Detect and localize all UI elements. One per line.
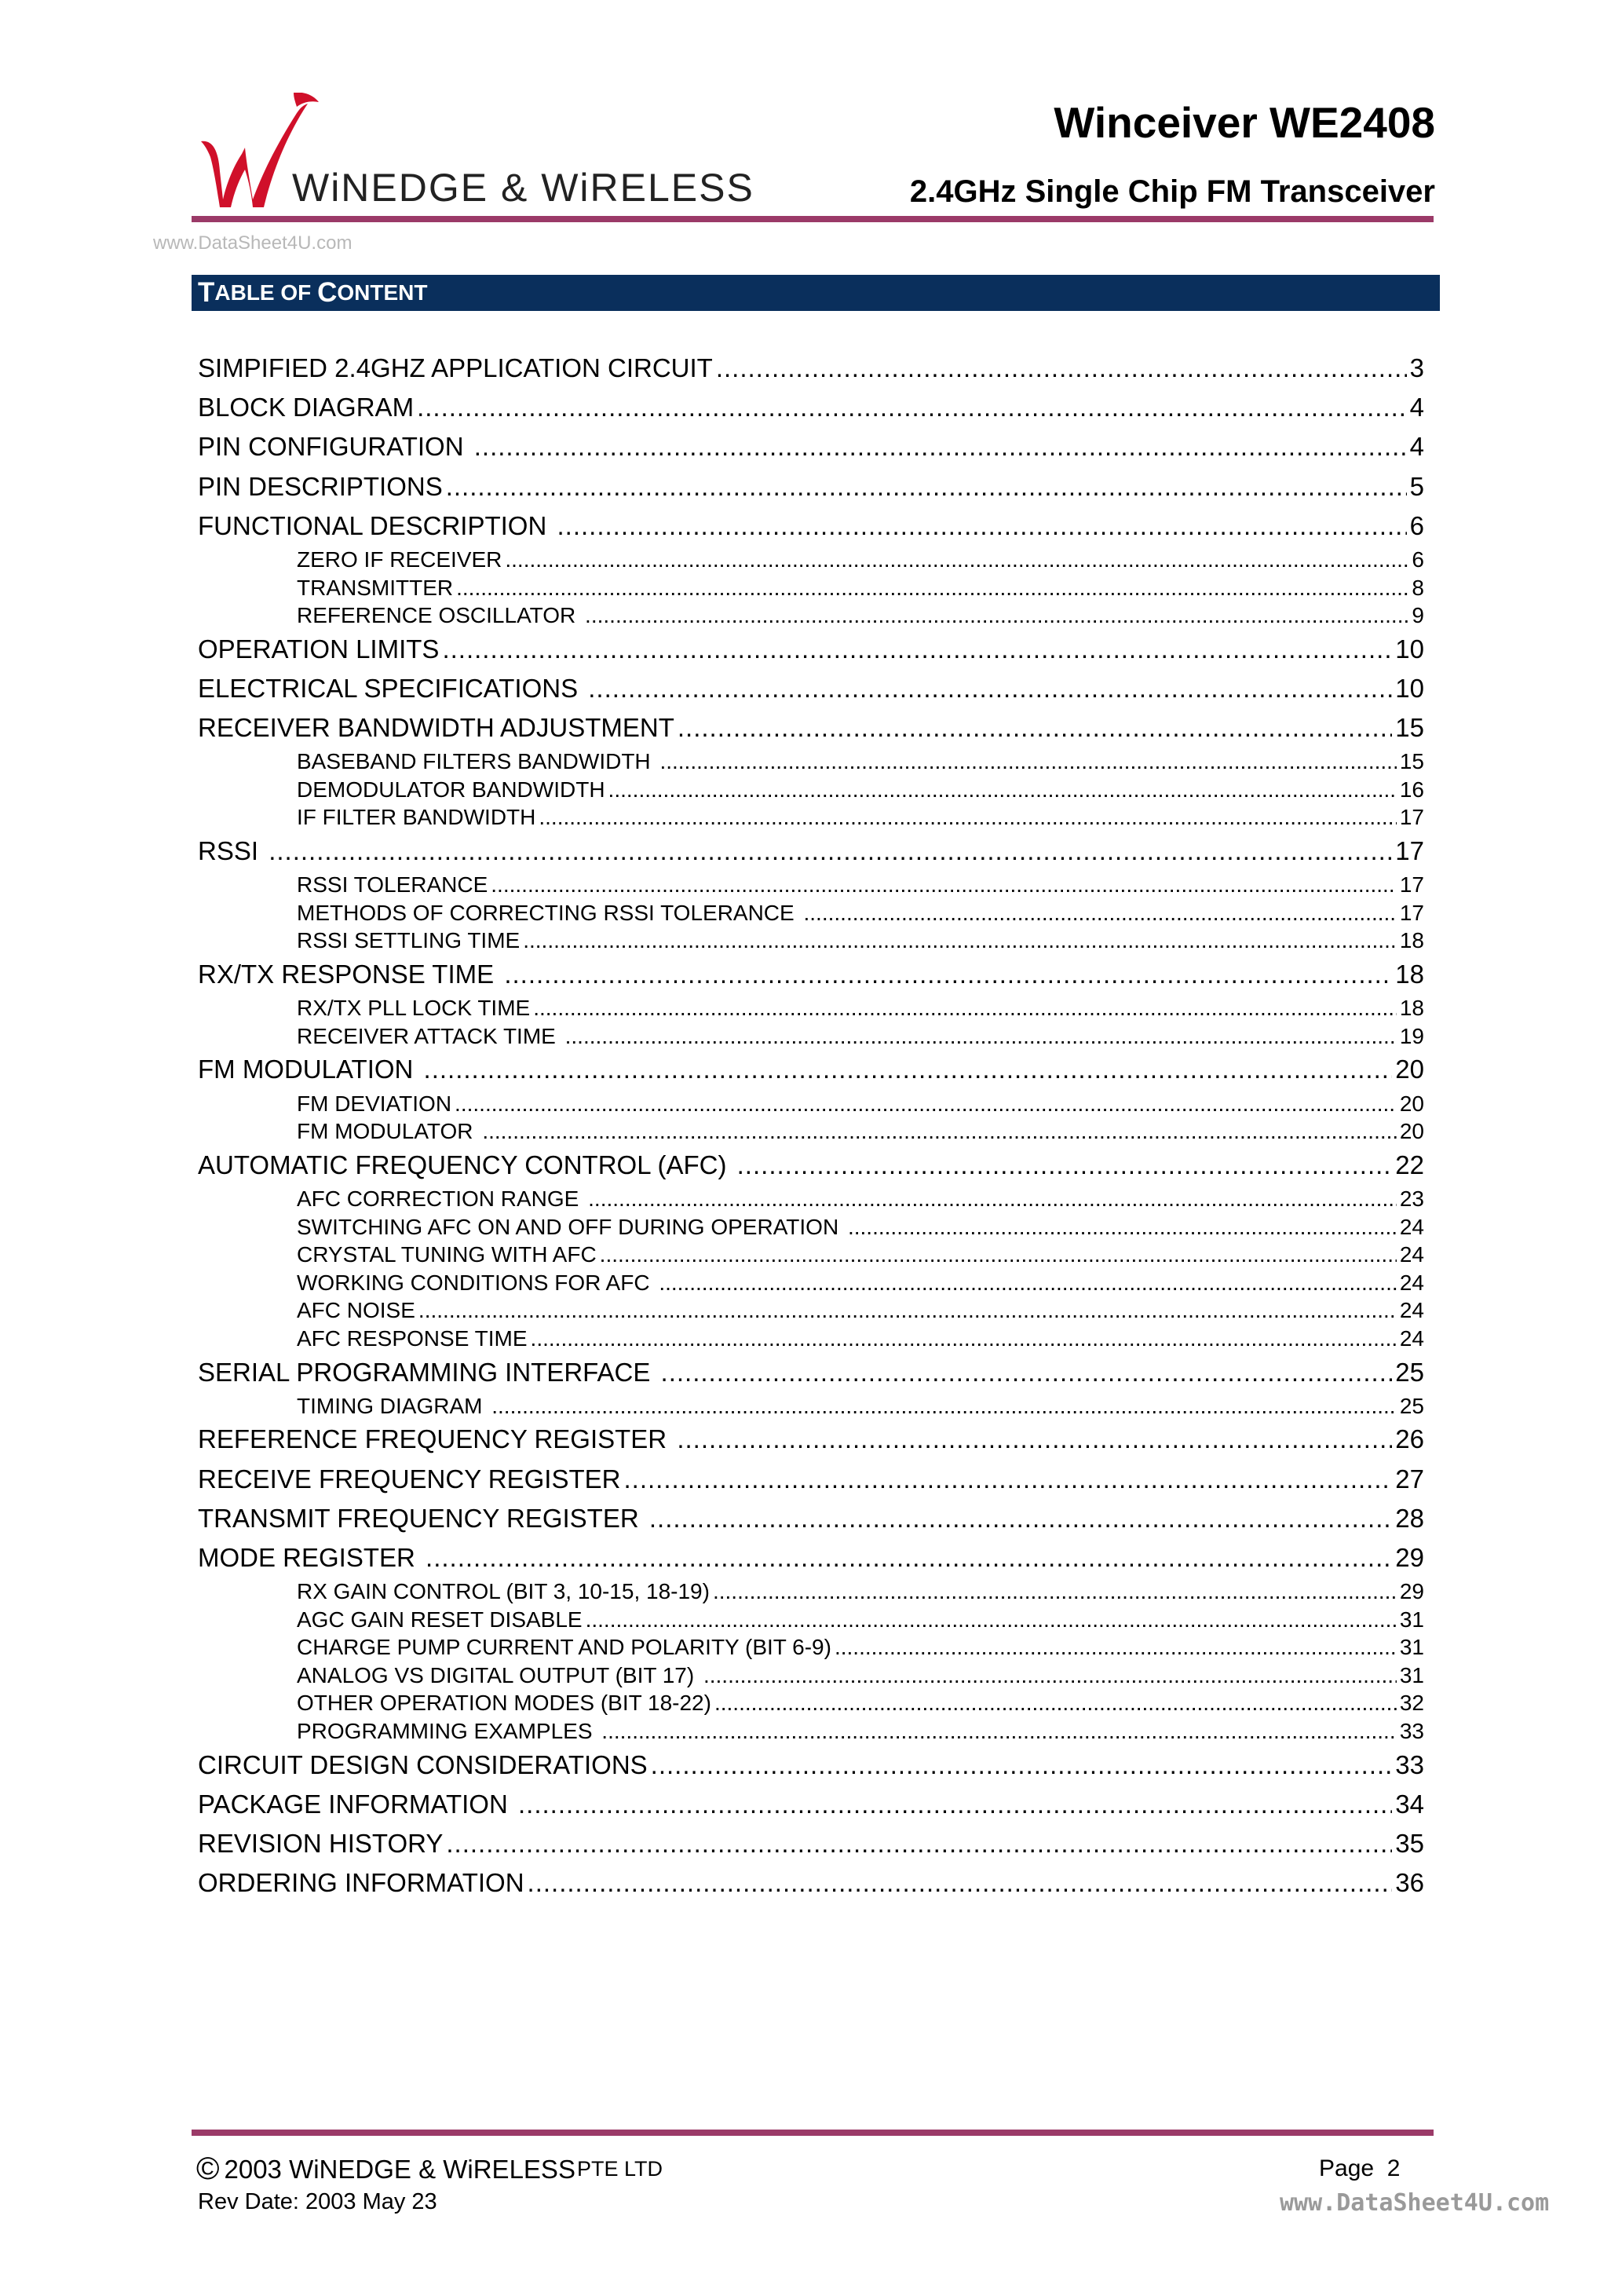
toc-entry-label: RX/TX RESPONSE TIME bbox=[198, 960, 502, 989]
toc-entry-page: 5 bbox=[1409, 471, 1424, 501]
toc-entry-page: 24 bbox=[1399, 1270, 1424, 1295]
toc-leader-dots bbox=[418, 1296, 1397, 1325]
toc-entry-label: AFC RESPONSE TIME bbox=[297, 1325, 528, 1351]
toc-entry-label: CIRCUIT DESIGN CONSIDERATIONS bbox=[198, 1749, 648, 1779]
toc-entry[interactable] bbox=[198, 349, 1424, 388]
toc-entry[interactable] bbox=[198, 427, 1424, 466]
toc-leader-dots bbox=[482, 1117, 1397, 1146]
toc-entry[interactable] bbox=[198, 1050, 1424, 1089]
footer-company: 2003 WiNEDGE & WiRELESS bbox=[224, 2154, 575, 2184]
toc-entry-page: 24 bbox=[1399, 1242, 1424, 1267]
toc-entry[interactable] bbox=[198, 1146, 1424, 1185]
toc-leader-dots bbox=[703, 1662, 1397, 1690]
toc-entry[interactable] bbox=[198, 506, 1424, 546]
toc-entry[interactable] bbox=[198, 1785, 1424, 1824]
toc-entry[interactable] bbox=[198, 1863, 1424, 1903]
toc-entry-page: 6 bbox=[1412, 547, 1424, 572]
toc-leader-dots bbox=[504, 955, 1392, 994]
toc-subentry[interactable] bbox=[198, 1269, 1424, 1297]
toc-entry-label: RSSI bbox=[198, 836, 266, 866]
toc-entry-label: CRYSTAL TUNING WITH AFC bbox=[297, 1242, 597, 1267]
header-divider bbox=[192, 216, 1434, 222]
toc-heading-rest-1: ABLE OF bbox=[214, 280, 318, 305]
toc-entry-label: RECEIVER ATTACK TIME bbox=[297, 1023, 562, 1048]
toc-subentry[interactable] bbox=[198, 574, 1424, 602]
toc-subentry[interactable] bbox=[198, 1689, 1424, 1717]
watermark-top: www.DataSheet4U.com bbox=[153, 232, 353, 254]
toc-entry-page: 31 bbox=[1399, 1635, 1424, 1660]
toc-entry-label: RSSI TOLERANCE bbox=[297, 872, 488, 898]
toc-entry-label: AUTOMATIC FREQUENCY CONTROL (AFC) bbox=[198, 1150, 734, 1179]
toc-leader-dots bbox=[713, 1578, 1397, 1606]
toc-entry-page: 24 bbox=[1399, 1214, 1424, 1239]
toc-entry-label: PACKAGE INFORMATION bbox=[198, 1789, 515, 1819]
toc-subentry[interactable] bbox=[198, 871, 1424, 899]
toc-entry-label: TRANSMIT FREQUENCY REGISTER bbox=[198, 1503, 646, 1533]
toc-subentry[interactable] bbox=[198, 803, 1424, 832]
toc-leader-dots bbox=[659, 1269, 1397, 1297]
toc-leader-dots bbox=[518, 1785, 1392, 1824]
toc-subentry[interactable] bbox=[198, 1185, 1424, 1213]
toc-entry[interactable] bbox=[198, 1538, 1424, 1578]
toc-heading-initial-2: C bbox=[317, 277, 338, 308]
toc-subentry[interactable] bbox=[198, 1578, 1424, 1606]
toc-leader-dots bbox=[588, 669, 1392, 708]
toc-leader-dots bbox=[600, 1241, 1397, 1269]
toc-entry-page: 19 bbox=[1399, 1023, 1424, 1048]
toc-entry[interactable] bbox=[198, 1460, 1424, 1499]
toc-leader-dots bbox=[491, 1392, 1397, 1420]
toc-entry-page: 4 bbox=[1409, 393, 1424, 422]
toc-leader-dots bbox=[424, 1050, 1393, 1089]
toc-subentry[interactable] bbox=[198, 1633, 1424, 1662]
toc-leader-dots bbox=[446, 467, 1407, 506]
toc-entry-label: AFC CORRECTION RANGE bbox=[297, 1186, 586, 1211]
toc-entry[interactable] bbox=[198, 1499, 1424, 1538]
toc-leader-dots bbox=[649, 1499, 1392, 1538]
toc-leader-dots bbox=[608, 776, 1397, 804]
toc-entry-page: 33 bbox=[1395, 1749, 1424, 1779]
toc-heading-rest-2: ONTENT bbox=[337, 280, 428, 305]
toc-entry-page: 17 bbox=[1399, 872, 1424, 898]
footer-divider bbox=[192, 2130, 1434, 2136]
toc-leader-dots bbox=[585, 601, 1408, 630]
toc-entry-page: 35 bbox=[1395, 1829, 1424, 1858]
toc-entry-label: SWITCHING AFC ON AND OFF DURING OPERATION bbox=[297, 1214, 845, 1239]
toc-entry-page: 25 bbox=[1399, 1393, 1424, 1418]
footer-company-suffix: PTE LTD bbox=[576, 2157, 663, 2181]
toc-entry-label: ANALOG VS DIGITAL OUTPUT (BIT 17) bbox=[297, 1662, 700, 1687]
toc-entry-page: 15 bbox=[1395, 713, 1424, 743]
toc-leader-dots bbox=[848, 1213, 1397, 1241]
toc-leader-dots bbox=[531, 1325, 1397, 1353]
toc-entry-page: 17 bbox=[1399, 900, 1424, 925]
toc-leader-dots bbox=[528, 1863, 1393, 1903]
toc-entry-label: REFERENCE OSCILLATOR bbox=[297, 603, 583, 628]
toc-leader-dots bbox=[737, 1146, 1393, 1185]
toc-subentry[interactable] bbox=[198, 994, 1424, 1022]
toc-entry-page: 23 bbox=[1399, 1186, 1424, 1211]
toc-leader-dots bbox=[474, 427, 1407, 466]
toc-entry-page: 32 bbox=[1399, 1691, 1424, 1716]
toc-entry-label: RSSI SETTLING TIME bbox=[297, 928, 521, 953]
toc-entry-label: TRANSMITTER bbox=[297, 575, 454, 600]
toc-subentry[interactable] bbox=[198, 1241, 1424, 1269]
toc-entry-label: PIN CONFIGURATION bbox=[198, 432, 471, 462]
toc-entry[interactable] bbox=[198, 832, 1424, 871]
toc-entry-page: 6 bbox=[1409, 510, 1424, 540]
toc-entry-page: 10 bbox=[1395, 634, 1424, 664]
toc-subentry[interactable] bbox=[198, 776, 1424, 804]
toc-leader-dots bbox=[565, 1022, 1397, 1051]
toc-entry-page: 24 bbox=[1399, 1298, 1424, 1323]
toc-entry[interactable] bbox=[198, 1420, 1424, 1459]
toc-entry-label: OTHER OPERATION MODES (BIT 18-22) bbox=[297, 1691, 711, 1716]
toc-entry-label: PROGRAMMING EXAMPLES bbox=[297, 1719, 599, 1744]
toc-entry-label: METHODS OF CORRECTING RSSI TOLERANCE bbox=[297, 900, 801, 925]
toc-leader-dots bbox=[677, 1420, 1392, 1459]
toc-leader-dots bbox=[505, 546, 1408, 574]
toc-leader-dots bbox=[661, 1353, 1393, 1392]
toc-subentry[interactable] bbox=[198, 1213, 1424, 1241]
toc-subentry[interactable] bbox=[198, 899, 1424, 927]
toc-entry-page: 18 bbox=[1399, 928, 1424, 953]
toc-leader-dots bbox=[803, 899, 1396, 927]
toc-entry-label: REVISION HISTORY bbox=[198, 1829, 444, 1858]
toc-entry-label: SERIAL PROGRAMMING INTERFACE bbox=[198, 1357, 658, 1387]
toc-entry-page: 33 bbox=[1399, 1719, 1424, 1744]
toc-entry-label: TIMING DIAGRAM bbox=[297, 1393, 489, 1418]
toc-entry-label: AFC NOISE bbox=[297, 1298, 415, 1323]
toc-entry-label: FUNCTIONAL DESCRIPTION bbox=[198, 510, 554, 540]
toc-entry-page: 27 bbox=[1395, 1464, 1424, 1493]
toc-entry-label: REFERENCE FREQUENCY REGISTER bbox=[198, 1424, 674, 1454]
toc-entry[interactable] bbox=[198, 669, 1424, 708]
toc-entry-page: 36 bbox=[1395, 1868, 1424, 1898]
toc-leader-dots bbox=[588, 1185, 1397, 1213]
toc-heading bbox=[192, 275, 1440, 311]
toc-entry[interactable] bbox=[198, 467, 1424, 506]
toc-entry-label: RX/TX PLL LOCK TIME bbox=[297, 996, 531, 1021]
toc-entry-label: ZERO IF RECEIVER bbox=[297, 547, 502, 572]
toc-subentry[interactable] bbox=[198, 1090, 1424, 1118]
toc-leader-dots bbox=[835, 1633, 1397, 1662]
toc-heading-initial-1: T bbox=[198, 277, 215, 308]
toc-entry-label: SIMPIFIED 2.4GHZ APPLICATION CIRCUIT bbox=[198, 353, 713, 382]
toc-leader-dots bbox=[442, 630, 1392, 669]
watermark-bottom: www.DataSheet4U.com bbox=[1280, 2189, 1550, 2217]
table-of-contents bbox=[198, 349, 1424, 1903]
toc-leader-dots bbox=[659, 748, 1396, 776]
toc-entry[interactable] bbox=[198, 630, 1424, 669]
toc-subentry[interactable] bbox=[198, 1325, 1424, 1353]
toc-entry-label: RECEIVE FREQUENCY REGISTER bbox=[198, 1464, 621, 1493]
toc-entry-page: 4 bbox=[1409, 432, 1424, 462]
toc-subentry[interactable] bbox=[198, 1662, 1424, 1690]
toc-entry[interactable] bbox=[198, 1746, 1424, 1785]
toc-entry-page: 20 bbox=[1395, 1055, 1424, 1084]
document-subtitle: 2.4GHz Single Chip FM Transceiver bbox=[909, 174, 1435, 209]
toc-entry-page: 17 bbox=[1399, 805, 1424, 830]
toc-leader-dots bbox=[269, 832, 1392, 871]
toc-entry-label: PIN DESCRIPTIONS bbox=[198, 471, 443, 501]
toc-subentry[interactable] bbox=[198, 1296, 1424, 1325]
toc-entry-label: FM DEVIATION bbox=[297, 1091, 452, 1116]
copyright-icon: © bbox=[196, 2152, 220, 2186]
toc-leader-dots bbox=[651, 1746, 1393, 1785]
toc-entry[interactable] bbox=[198, 388, 1424, 427]
toc-leader-dots bbox=[426, 1538, 1392, 1578]
toc-leader-dots bbox=[624, 1460, 1393, 1499]
toc-entry-label: IF FILTER BANDWIDTH bbox=[297, 805, 536, 830]
toc-leader-dots bbox=[601, 1717, 1397, 1746]
toc-entry-page: 28 bbox=[1395, 1503, 1424, 1533]
toc-leader-dots bbox=[539, 803, 1396, 832]
footer-rev-date: Rev Date: 2003 May 23 bbox=[198, 2189, 437, 2214]
toc-entry-page: 16 bbox=[1399, 777, 1424, 802]
toc-entry-page: 29 bbox=[1395, 1542, 1424, 1572]
toc-subentry[interactable] bbox=[198, 1606, 1424, 1634]
toc-entry-page: 15 bbox=[1399, 749, 1424, 774]
toc-subentry[interactable] bbox=[198, 927, 1424, 955]
toc-entry-page: 22 bbox=[1395, 1150, 1424, 1179]
toc-entry-label: ORDERING INFORMATION bbox=[198, 1868, 524, 1898]
toc-entry-label: DEMODULATOR BANDWIDTH bbox=[297, 777, 605, 802]
toc-leader-dots bbox=[523, 927, 1397, 955]
toc-subentry[interactable] bbox=[198, 1022, 1424, 1051]
footer-copyright bbox=[196, 2152, 663, 2187]
toc-entry-label: OPERATION LIMITS bbox=[198, 634, 440, 664]
toc-entry-label: ELECTRICAL SPECIFICATIONS bbox=[198, 673, 586, 703]
toc-entry-page: 18 bbox=[1399, 996, 1424, 1021]
toc-entry-page: 18 bbox=[1395, 960, 1424, 989]
toc-subentry[interactable] bbox=[198, 1717, 1424, 1746]
toc-entry-label: FM MODULATOR bbox=[297, 1119, 480, 1144]
toc-entry[interactable] bbox=[198, 955, 1424, 994]
toc-leader-dots bbox=[678, 708, 1392, 748]
toc-leader-dots bbox=[586, 1606, 1397, 1634]
toc-entry-page: 10 bbox=[1395, 673, 1424, 703]
toc-leader-dots bbox=[446, 1824, 1392, 1863]
toc-subentry[interactable] bbox=[198, 1392, 1424, 1420]
toc-subentry[interactable] bbox=[198, 601, 1424, 630]
toc-entry-page: 9 bbox=[1412, 603, 1424, 628]
footer-page-number: Page 2 bbox=[1319, 2155, 1401, 2181]
toc-leader-dots bbox=[455, 1090, 1397, 1118]
toc-entry-label: RECEIVER BANDWIDTH ADJUSTMENT bbox=[198, 713, 674, 743]
document-title: Winceiver WE2408 bbox=[1054, 98, 1435, 147]
toc-leader-dots bbox=[417, 388, 1407, 427]
company-logo-text: WiNEDGE & WiRELESS bbox=[292, 166, 754, 210]
toc-leader-dots bbox=[456, 574, 1408, 602]
toc-subentry[interactable] bbox=[198, 546, 1424, 574]
toc-entry[interactable] bbox=[198, 708, 1424, 748]
toc-entry-label: BASEBAND FILTERS BANDWIDTH bbox=[297, 749, 657, 774]
toc-subentry[interactable] bbox=[198, 748, 1424, 776]
toc-entry-page: 31 bbox=[1399, 1662, 1424, 1687]
toc-leader-dots bbox=[716, 349, 1407, 388]
toc-entry-label: MODE REGISTER bbox=[198, 1542, 423, 1572]
toc-entry-page: 17 bbox=[1395, 836, 1424, 866]
toc-entry-label: RX GAIN CONTROL (BIT 3, 10-15, 18-19) bbox=[297, 1579, 710, 1604]
toc-entry-page: 34 bbox=[1395, 1789, 1424, 1819]
toc-entry-page: 24 bbox=[1399, 1325, 1424, 1351]
toc-entry-page: 3 bbox=[1409, 353, 1424, 382]
toc-leader-dots bbox=[714, 1689, 1397, 1717]
toc-entry-page: 20 bbox=[1399, 1091, 1424, 1116]
toc-leader-dots bbox=[533, 994, 1397, 1022]
toc-entry-page: 26 bbox=[1395, 1424, 1424, 1454]
toc-leader-dots bbox=[557, 506, 1406, 546]
toc-entry-label: BLOCK DIAGRAM bbox=[198, 393, 415, 422]
toc-entry-label: AGC GAIN RESET DISABLE bbox=[297, 1607, 583, 1632]
toc-entry-label: FM MODULATION bbox=[198, 1055, 421, 1084]
toc-entry[interactable] bbox=[198, 1824, 1424, 1863]
toc-entry-page: 25 bbox=[1395, 1357, 1424, 1387]
toc-entry-label: WORKING CONDITIONS FOR AFC bbox=[297, 1270, 656, 1295]
toc-entry-page: 20 bbox=[1399, 1119, 1424, 1144]
toc-entry-label: CHARGE PUMP CURRENT AND POLARITY (BIT 6-9) bbox=[297, 1635, 831, 1660]
toc-entry-page: 29 bbox=[1399, 1579, 1424, 1604]
toc-leader-dots bbox=[491, 871, 1397, 899]
toc-entry-page: 8 bbox=[1412, 575, 1424, 600]
toc-entry[interactable] bbox=[198, 1353, 1424, 1392]
toc-entry-page: 31 bbox=[1399, 1607, 1424, 1632]
toc-subentry[interactable] bbox=[198, 1117, 1424, 1146]
